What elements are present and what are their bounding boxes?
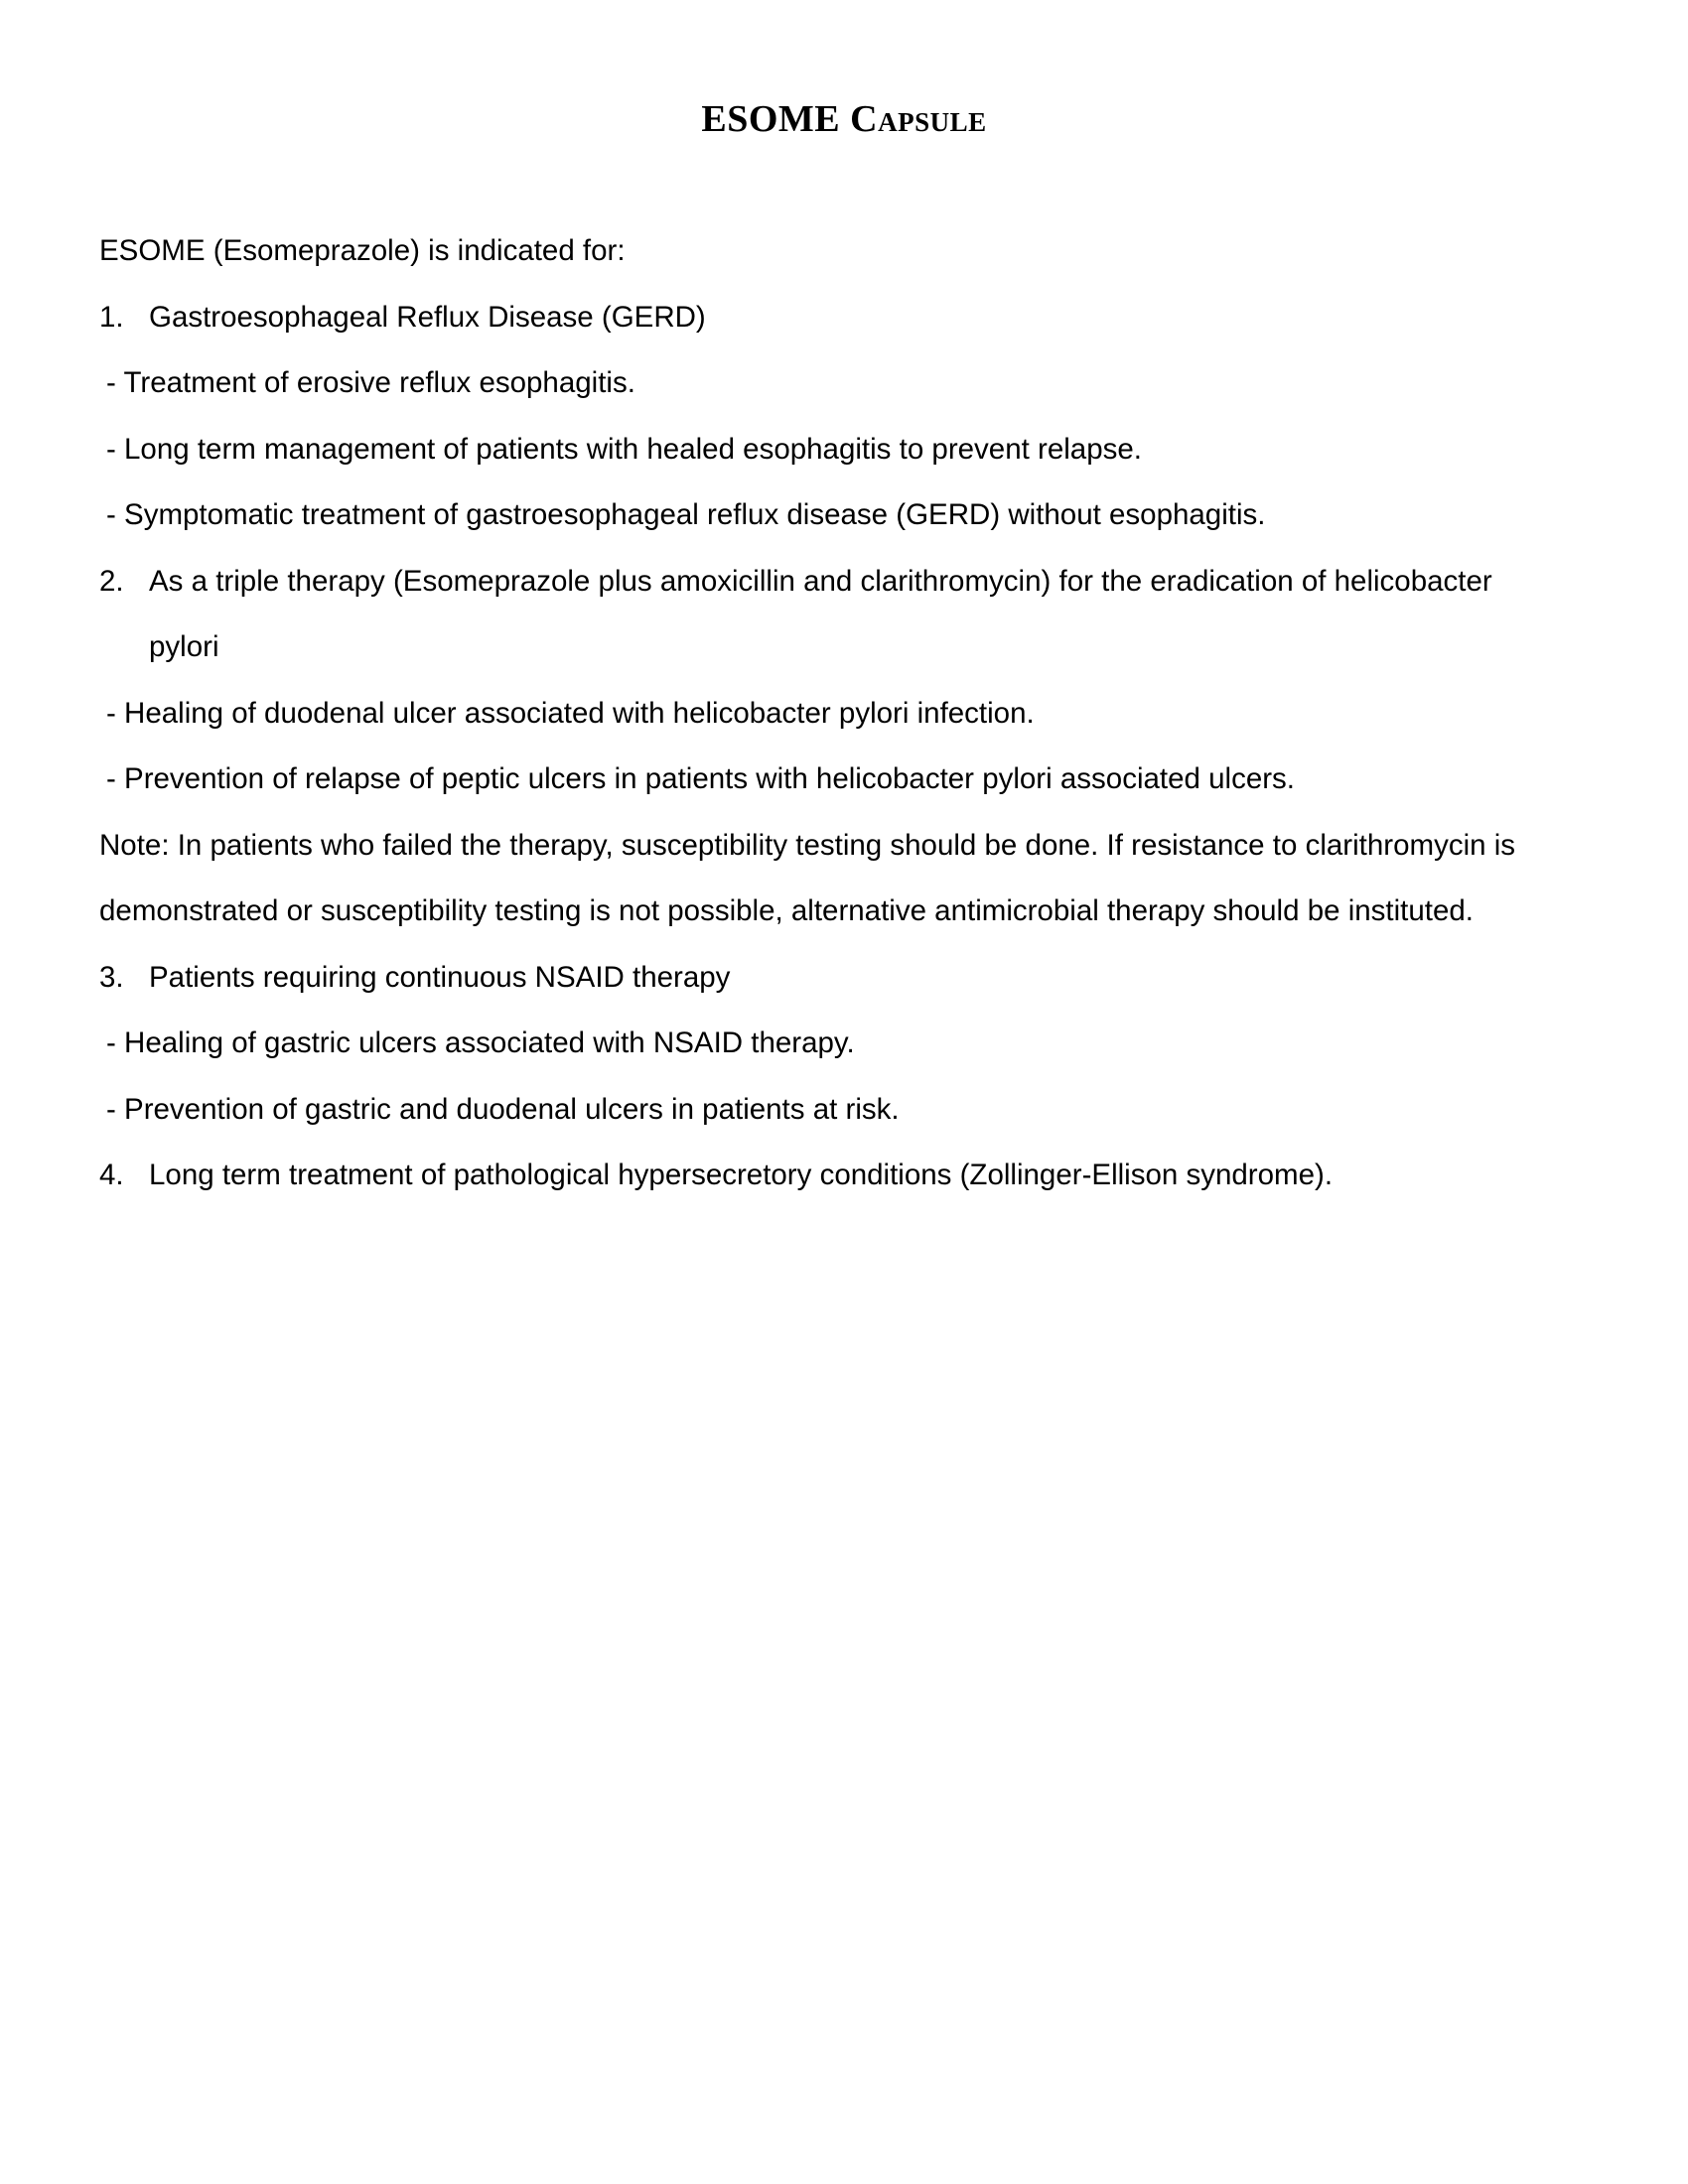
title-drug-name: ESOME xyxy=(701,98,841,140)
list-item-number: 3. xyxy=(99,960,124,994)
sub-item: - Long term management of patients with healed esophagitis to prevent relapse. xyxy=(106,432,1142,466)
note-text-line-1: Note: In patients who failed the therapy, susceptibility testing should be done. If resistance to clarithromycin is xyxy=(99,828,1516,862)
list-item-heading: Gastroesophageal Reflux Disease (GERD) xyxy=(149,300,706,334)
list-item-heading: Patients requiring continuous NSAID therapy xyxy=(149,960,731,994)
document-body xyxy=(99,218,1589,1209)
list-item-number: 4. xyxy=(99,1159,124,1191)
list-item-2 xyxy=(99,549,1589,615)
list-item-4 xyxy=(99,1143,1589,1209)
sub-item: - Prevention of relapse of peptic ulcers in patients with helicobacter pylori associated ulcers. xyxy=(106,762,1295,795)
title-dosage-form: Capsule xyxy=(850,98,987,140)
page-title xyxy=(0,97,1688,141)
sub-item: - Prevention of gastric and duodenal ulcers in patients at risk. xyxy=(106,1092,900,1126)
list-item-3 xyxy=(99,945,1589,1012)
list-item-1 xyxy=(99,285,1589,351)
note-text-line-2: demonstrated or susceptibility testing is not possible, alternative antimicrobial therapy should be instituted. xyxy=(99,894,1474,927)
sub-item: - Healing of gastric ulcers associated with NSAID therapy. xyxy=(106,1026,855,1059)
intro-text: ESOME (Esomeprazole) is indicated for: xyxy=(99,234,626,267)
sub-item: - Treatment of erosive reflux esophagitis. xyxy=(106,366,635,399)
list-item-heading: Long term treatment of pathological hypersecretory conditions (Zollinger-Ellison syndrome). xyxy=(149,1159,1334,1191)
sub-item: - Healing of duodenal ulcer associated with helicobacter pylori infection. xyxy=(106,696,1035,730)
list-item-heading-continuation: pylori xyxy=(149,630,219,663)
list-item-number: 2. xyxy=(99,564,124,598)
list-item-heading: As a triple therapy (Esomeprazole plus amoxicillin and clarithromycin) for the eradication of helicobacter xyxy=(149,564,1492,598)
list-item-number: 1. xyxy=(99,300,124,334)
sub-item: - Symptomatic treatment of gastroesophageal reflux disease (GERD) without esophagitis. xyxy=(106,498,1266,531)
